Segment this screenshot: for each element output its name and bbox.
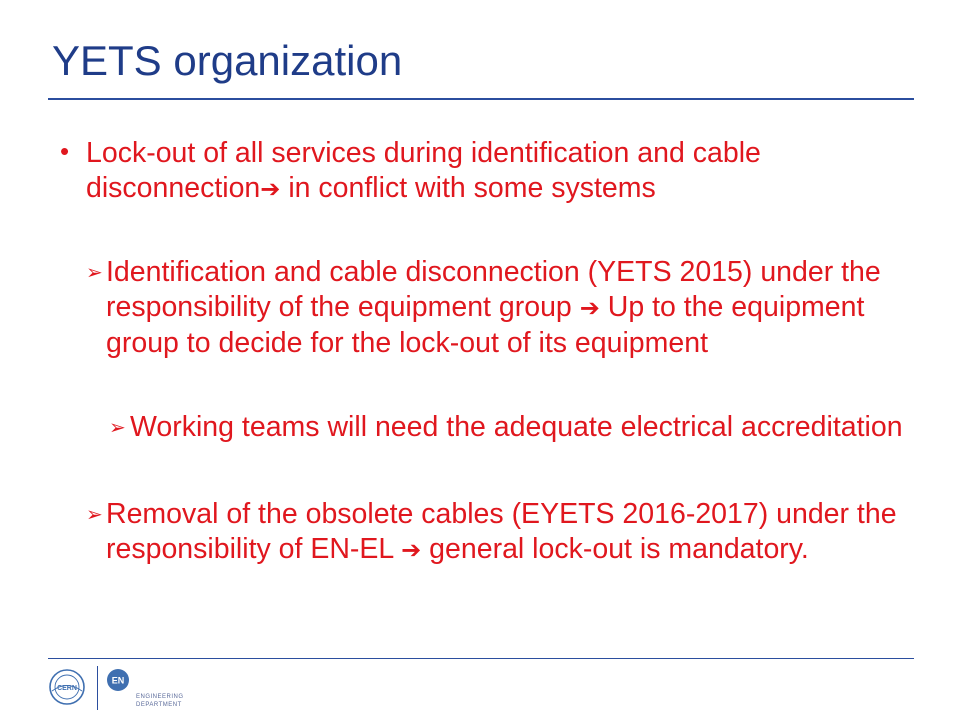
bullet-text: Up to the equipment group to decide for the lock-out of its equipment bbox=[106, 291, 865, 359]
right-arrow-icon: ➔ bbox=[260, 176, 281, 203]
bullet-text: Identification and cable disconnection (YETS 2015) under the responsibility of the equipment group bbox=[106, 256, 881, 323]
subsubbullet-working-teams: Working teams will need the adequate electrical accreditation bbox=[130, 411, 903, 443]
right-arrow-icon: ➔ bbox=[579, 295, 600, 322]
logo-divider bbox=[97, 666, 98, 710]
en-department-logo bbox=[106, 668, 130, 692]
bullet-lockout-services bbox=[86, 136, 916, 207]
bullet-text: general lock-out is mandatory. bbox=[421, 533, 809, 565]
en-logo-text: EN bbox=[111, 675, 125, 686]
arrow-bullet-icon: ➢ bbox=[109, 417, 126, 439]
subbullet-identification bbox=[106, 255, 926, 361]
bullet-text: in conflict with some systems bbox=[280, 172, 656, 204]
department-name-line-2: DEPARTMENT bbox=[136, 702, 182, 708]
cern-logo-text: CERN bbox=[57, 685, 77, 692]
slide-title: YETS organization bbox=[52, 37, 403, 84]
arrow-bullet-icon: ➢ bbox=[86, 262, 103, 284]
bullet-dot-icon: • bbox=[60, 136, 70, 166]
department-name-line-1: ENGINEERING bbox=[136, 694, 184, 700]
right-arrow-icon: ➔ bbox=[401, 537, 422, 564]
subbullet-removal-cables bbox=[106, 497, 926, 568]
footer-divider bbox=[48, 658, 914, 659]
bullet-text: Removal of the obsolete cables (EYETS 2016-2017) under the responsibility of EN-EL bbox=[106, 498, 897, 565]
arrow-bullet-icon: ➢ bbox=[86, 504, 103, 526]
cern-logo bbox=[48, 668, 86, 706]
bullet-text: Lock-out of all services during identification and cable disconnection bbox=[86, 137, 761, 204]
